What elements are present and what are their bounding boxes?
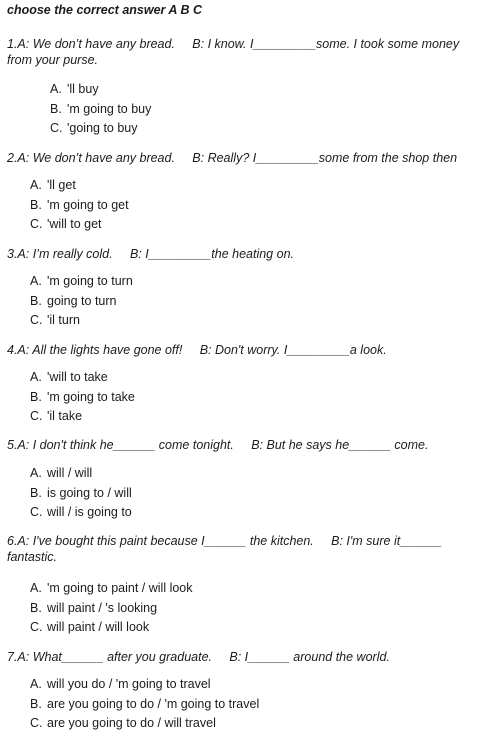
answer-options-5 bbox=[30, 464, 132, 523]
option-c[interactable]: C. will / is going to bbox=[30, 505, 132, 519]
answer-options-3 bbox=[30, 272, 133, 331]
option-c[interactable]: C. will paint / will look bbox=[30, 620, 150, 634]
answer-options-4 bbox=[30, 368, 135, 427]
option-a[interactable]: A. will you do / 'm going to travel bbox=[30, 677, 211, 691]
option-b[interactable]: B. going to turn bbox=[30, 293, 117, 308]
question-text: 3.A: I’m really cold. B: I_________the heating on. bbox=[7, 247, 294, 261]
question-text: 1.A: We don’t have any bread. B: I know. I_________some. I took some money bbox=[7, 37, 460, 51]
option-b[interactable]: B. are you going to do / 'm going to travel bbox=[30, 696, 260, 711]
question-text: 5.A: I don't think he______ come tonight. B: But he says he______ come. bbox=[7, 438, 429, 452]
option-a[interactable]: A. 'll get bbox=[30, 178, 76, 192]
answer-options-1 bbox=[50, 80, 151, 139]
question-text: 2.A: We don’t have any bread. B: Really? I_________some from the shop then bbox=[7, 151, 458, 165]
option-a[interactable]: A. 'will to take bbox=[30, 370, 108, 384]
question-5 bbox=[7, 438, 428, 452]
option-c[interactable]: C. 'il take bbox=[30, 409, 83, 423]
question-7 bbox=[7, 650, 390, 664]
answer-options-6 bbox=[30, 579, 193, 638]
option-b[interactable]: B. is going to / will bbox=[30, 485, 132, 500]
answer-options-2 bbox=[30, 176, 129, 235]
option-c[interactable]: C. 'il turn bbox=[30, 313, 80, 327]
question-text: 4.A: All the lights have gone off! B: Don't worry. I_________a look. bbox=[7, 343, 387, 357]
question-text: 7.A: What______ after you graduate. B: I______ around the world. bbox=[7, 650, 390, 664]
option-b[interactable]: B. will paint / 's looking bbox=[30, 600, 158, 615]
question-3 bbox=[7, 247, 294, 261]
question-text-continued: from your purse. bbox=[7, 53, 99, 67]
option-a[interactable]: A. 'm going to turn bbox=[30, 274, 133, 288]
question-6 bbox=[7, 534, 442, 564]
question-text-continued: fantastic. bbox=[7, 550, 58, 564]
option-b[interactable]: B. 'm going to take bbox=[30, 389, 135, 404]
option-b[interactable]: B. 'm going to buy bbox=[50, 101, 152, 116]
option-a[interactable]: A. will / will bbox=[30, 466, 93, 480]
option-c[interactable]: C. 'will to get bbox=[30, 217, 102, 231]
question-4 bbox=[7, 343, 387, 357]
question-2 bbox=[7, 151, 457, 165]
option-a[interactable]: A. 'm going to paint / will look bbox=[30, 581, 193, 595]
option-a[interactable]: A. 'll buy bbox=[50, 82, 99, 96]
question-1 bbox=[7, 37, 459, 67]
worksheet-title: choose the correct answer A B C bbox=[7, 3, 202, 17]
question-text: 6.A: I've bought this paint because I______ the kitchen. B: I'm sure it______ bbox=[7, 534, 442, 548]
option-c[interactable]: C. are you going to do / will travel bbox=[30, 716, 216, 730]
answer-options-7 bbox=[30, 675, 259, 734]
option-b[interactable]: B. 'm going to get bbox=[30, 197, 129, 212]
option-c[interactable]: C. 'going to buy bbox=[50, 121, 138, 135]
